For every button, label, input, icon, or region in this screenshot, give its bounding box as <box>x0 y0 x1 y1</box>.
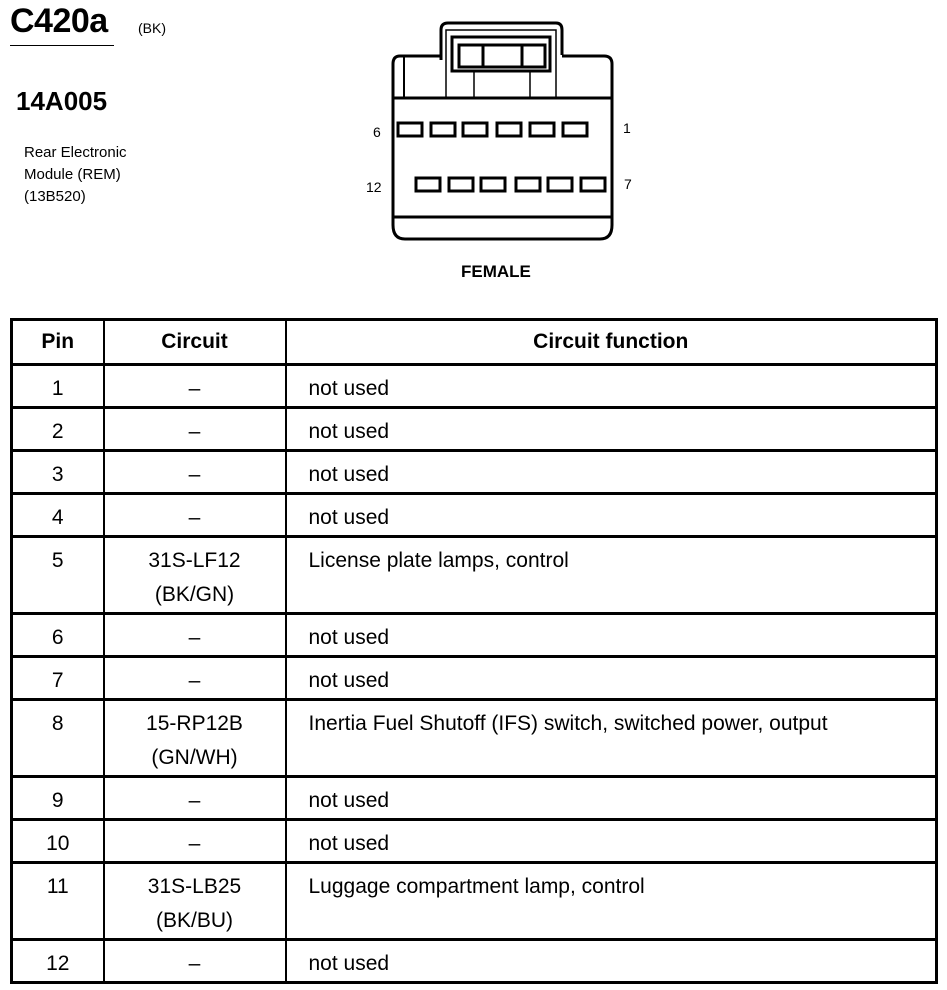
function-cell: not used <box>286 777 937 820</box>
function-cell: not used <box>286 940 937 983</box>
module-description-line: Module (REM) <box>24 166 121 183</box>
pin-label-7: 7 <box>624 176 632 192</box>
pin-cell: 6 <box>12 614 104 657</box>
table-row <box>12 408 937 451</box>
function-cell: not used <box>286 657 937 700</box>
function-cell: not used <box>286 451 937 494</box>
table-row <box>12 537 937 614</box>
pin-cell: 5 <box>12 537 104 614</box>
circuit-wire-color: (BK/GN) <box>154 583 235 606</box>
table-row <box>12 614 937 657</box>
pin-label-12: 12 <box>366 179 382 195</box>
circuit-cell <box>104 700 286 777</box>
circuit-cell: – <box>104 365 286 408</box>
pinout-table <box>10 318 938 984</box>
pin-cell: 12 <box>12 940 104 983</box>
circuit-cell: – <box>104 451 286 494</box>
connector-color: (BK) <box>138 20 166 36</box>
pin-label-1: 1 <box>623 120 631 136</box>
pin-cell: 9 <box>12 777 104 820</box>
circuit-number: 31S-LB25 <box>147 875 242 898</box>
pin-cell: 11 <box>12 863 104 940</box>
circuit-cell: – <box>104 657 286 700</box>
circuit-cell <box>104 863 286 940</box>
column-header-pin: Pin <box>12 320 104 365</box>
part-number: 14A005 <box>16 86 108 116</box>
connector-id: C420a <box>10 2 114 46</box>
pin-cell: 8 <box>12 700 104 777</box>
pin-cell: 2 <box>12 408 104 451</box>
table-row <box>12 863 937 940</box>
function-cell: License plate lamps, control <box>286 537 937 614</box>
function-cell: not used <box>286 614 937 657</box>
circuit-cell: – <box>104 408 286 451</box>
circuit-cell: – <box>104 940 286 983</box>
column-header-function: Circuit function <box>286 320 937 365</box>
table-row <box>12 777 937 820</box>
pin-label-6: 6 <box>373 124 381 140</box>
connector-face-diagram <box>360 10 660 270</box>
circuit-cell: – <box>104 494 286 537</box>
table-row <box>12 700 937 777</box>
circuit-cell: – <box>104 820 286 863</box>
column-header-circuit: Circuit <box>104 320 286 365</box>
function-cell: not used <box>286 365 937 408</box>
pin-cell: 1 <box>12 365 104 408</box>
function-cell: Luggage compartment lamp, control <box>286 863 937 940</box>
table-row <box>12 940 937 983</box>
table-row <box>12 494 937 537</box>
pin-cell: 4 <box>12 494 104 537</box>
circuit-number: 31S-LF12 <box>148 549 241 572</box>
table-row <box>12 820 937 863</box>
connector-gender-label: FEMALE <box>461 262 531 281</box>
function-cell: not used <box>286 494 937 537</box>
circuit-cell: – <box>104 777 286 820</box>
function-cell: Inertia Fuel Shutoff (IFS) switch, switched power, output <box>286 700 937 777</box>
table-row <box>12 657 937 700</box>
pin-cell: 3 <box>12 451 104 494</box>
pin-cell: 7 <box>12 657 104 700</box>
pin-cell: 10 <box>12 820 104 863</box>
table-header-row <box>12 320 937 365</box>
module-description-line: Rear Electronic <box>24 144 127 161</box>
circuit-wire-color: (GN/WH) <box>151 746 238 769</box>
function-cell: not used <box>286 408 937 451</box>
module-description <box>24 142 127 208</box>
module-description-line: (13B520) <box>24 188 86 205</box>
function-cell: not used <box>286 820 937 863</box>
table-row <box>12 451 937 494</box>
circuit-cell <box>104 537 286 614</box>
circuit-cell: – <box>104 614 286 657</box>
circuit-number: 15-RP12B <box>146 712 243 735</box>
table-row <box>12 365 937 408</box>
circuit-wire-color: (BK/BU) <box>155 909 233 932</box>
